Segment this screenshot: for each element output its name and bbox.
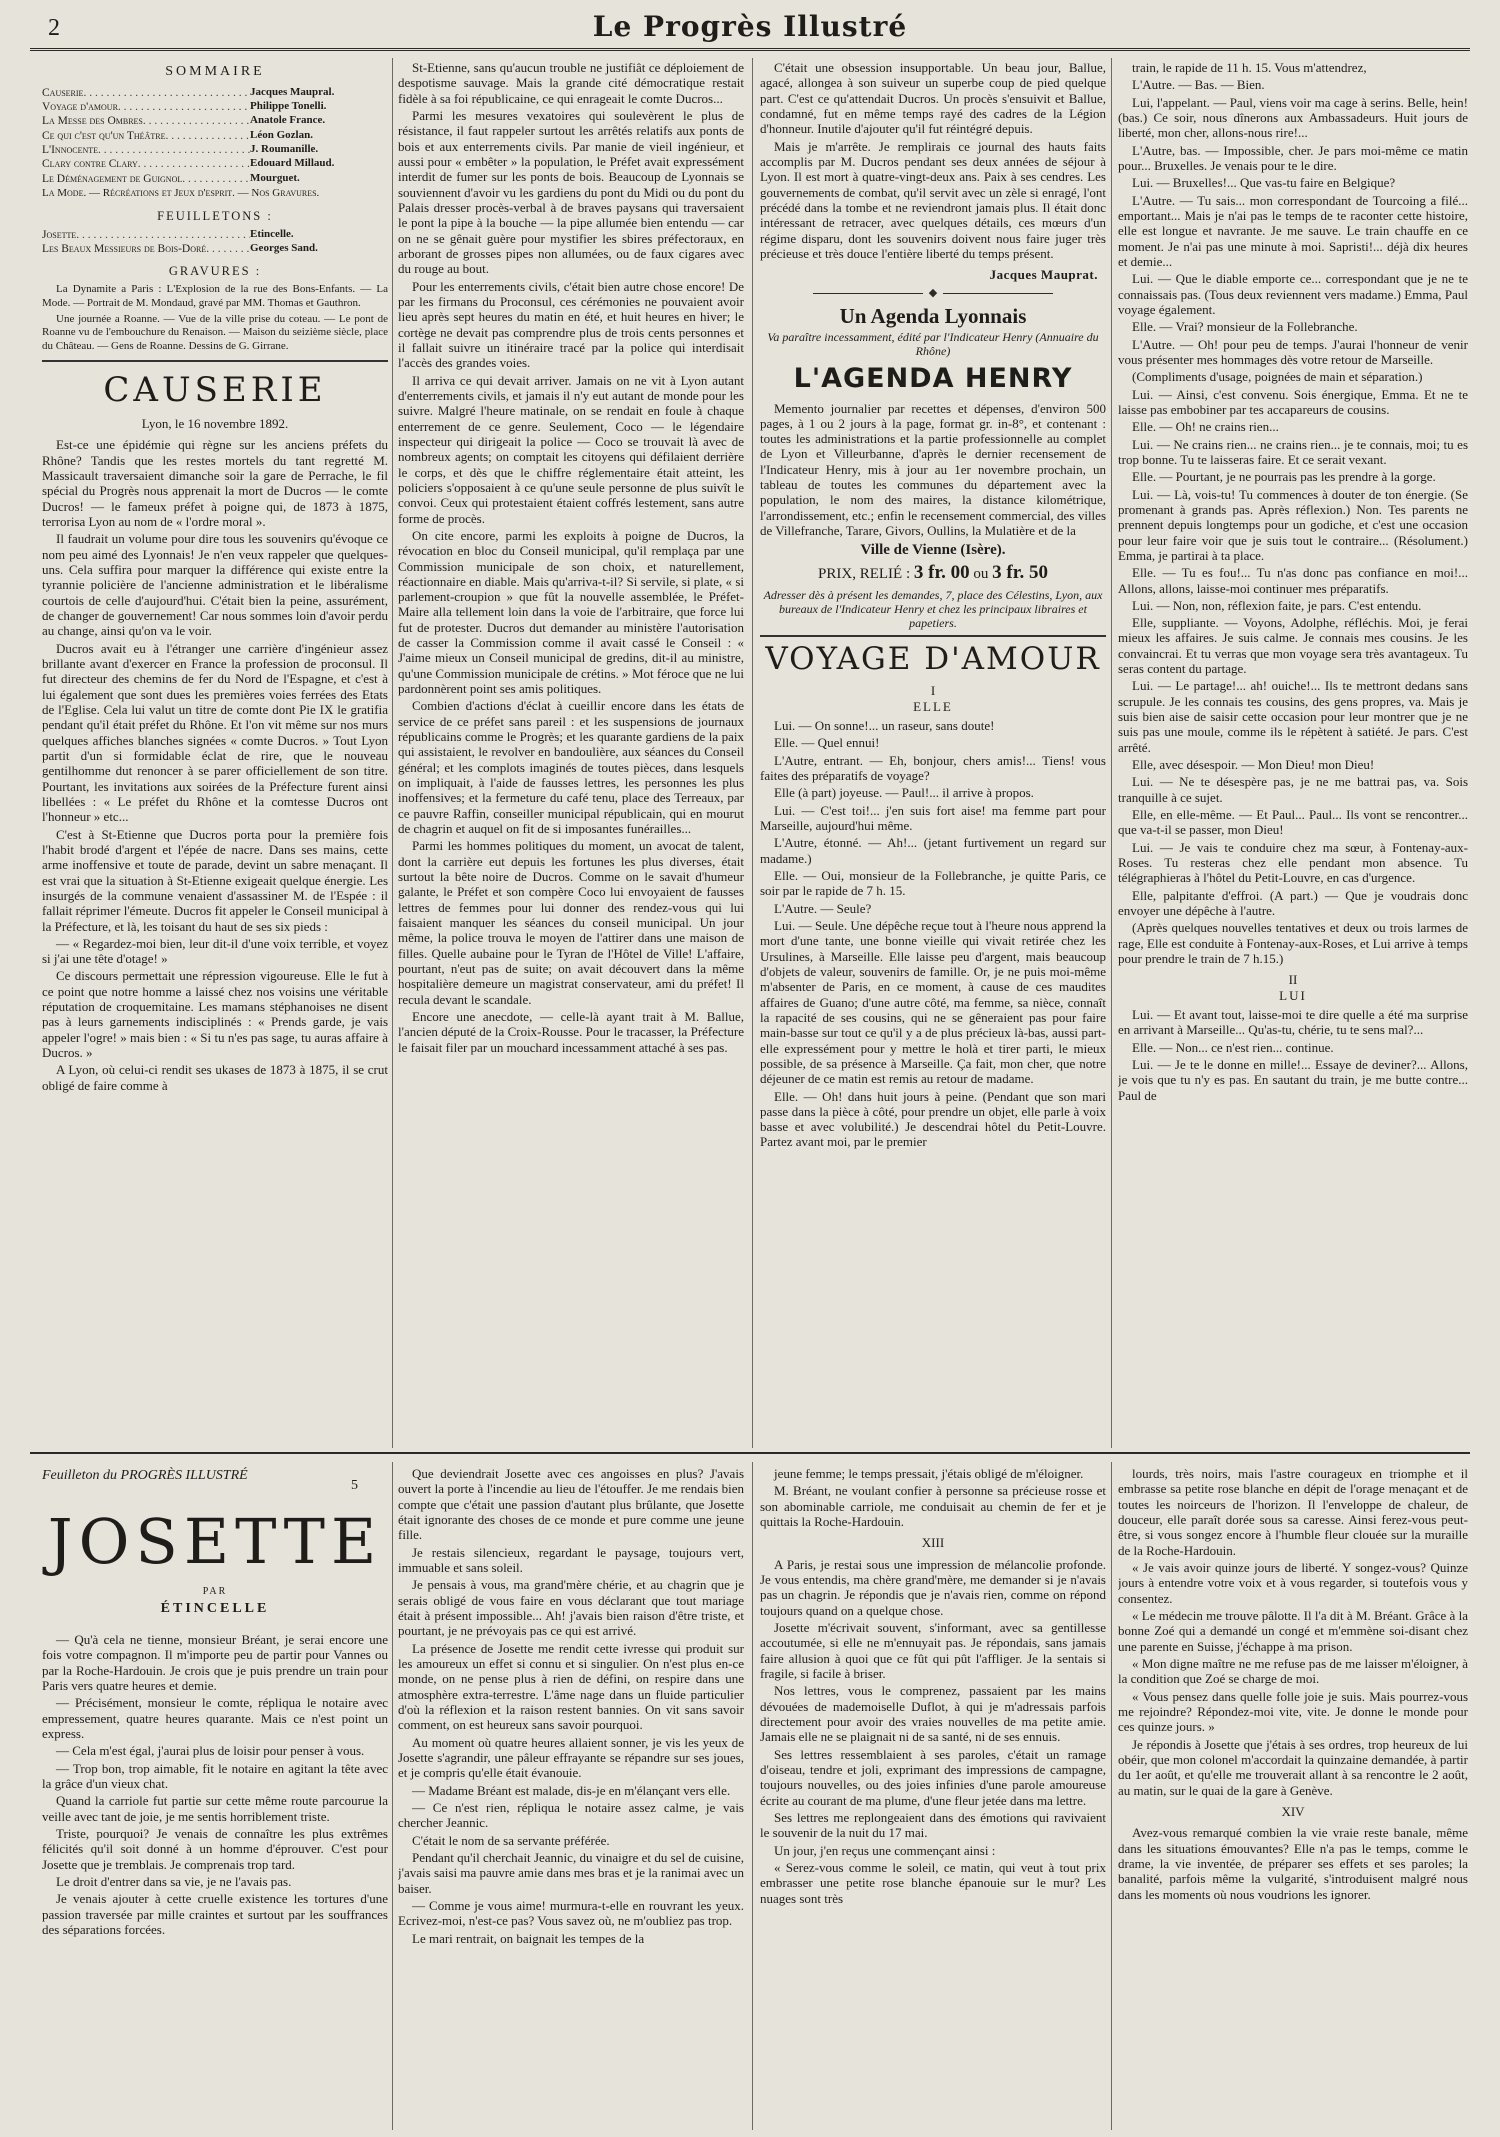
masthead — [30, 8, 1470, 48]
paragraph: Encore une anecdote, — celle-là ayant trait à M. Ballue, l'ancien député de la Croix-Rousse. Pour le tracasser, la Préfecture le faisait filer par un mouchard incessamment attaché à ses pas. — [398, 1009, 744, 1055]
toc-title: Voyage d'amour — [42, 100, 118, 113]
dialogue-line: Elle. — Quel ennui! — [774, 735, 880, 751]
paragraph: jeune femme; le temps pressait, j'étais obligé de m'éloigner. — [774, 1466, 1084, 1481]
voyage-part-number: I — [930, 683, 936, 699]
paragraph: — Madame Bréant est malade, dis-je en m'élançant vers elle. — [412, 1782, 731, 1798]
toc-leader — [138, 157, 250, 171]
chapter-number: XIV — [1281, 1803, 1305, 1819]
toc-title: Causerie — [42, 86, 84, 99]
paragraph: — Trop bon, trop aimable, fit le notaire en agitant la tête avec la grâce d'un vieux chat. — [42, 1760, 388, 1791]
gravures-list — [42, 283, 388, 354]
paragraph: « Le médecin me trouve pâlotte. Il l'a dit à M. Bréant. Grâce à la bonne Zoé qui a demandé un congé et m'emmène soi-disant chez une parente en Suisse, j'échappe à ma prison. — [1118, 1607, 1468, 1654]
paragraph: Parmi les hommes politiques du moment, un avocat de talent, dont la carrière eut depuis les fortunes les plus diverses, était surtout la bête noire de Ducros. Comme on le savait d'humeur galante, le Préfet et son compère Coco lui envoyaient de fausses lettres de femmes pour lui donner des rendez-vous qui lui faisaient manquer les séances du conseil municipal. Un jour même, la police trouva le moyen de l'attirer dans une maison de filles. Quelle aubaine pour le Tyran de l'Hôtel de Ville! L'affaire, pourtant, n'eut pas de suite; on avait découvert dans la même hospitalière demeure un magistrat conservateur, ami du préfet! Il recula devant le scandale. — [398, 838, 744, 1007]
causerie-title: CAUSERIE — [103, 369, 327, 410]
dialogue-line: L'Autre, étonné. — Ah!... (jetant furtivement un regard sur madame.) — [760, 835, 1106, 866]
agenda-price-1: 3 fr. 00 — [913, 562, 970, 584]
byline-author: ÉTINCELLE — [160, 1601, 270, 1617]
dialogue-line: Lui. — Ne crains rien... ne crains rien... je te connais, moi; tu es trop bonne. Tu te laisseras faire. Et ce serait vexant. — [1118, 436, 1468, 467]
dialogue-line: Elle. — Oh! ne crains rien... — [1132, 419, 1279, 435]
paragraph: Je pensais à vous, ma grand'mère chérie, et au chagrin que je serais obligé de vous faire en vous déclarant que tout mariage était à présent impossible... Ah! j'avais bien raison d'être triste, et pourtant, je ne prévoyais pas ce qui est arrivé. — [398, 1577, 744, 1639]
agenda-intro: Va paraître incessamment, édité par l'Indicateur Henry (Annuaire du Rhône) — [767, 330, 1099, 359]
toc-row — [42, 86, 388, 100]
paragraph: On cite encore, parmi les exploits à poigne de Ducros, la révocation en bloc du Conseil municipal, qu'il remplaça par une Commission municipale de son choix, et naturellement, réactionnaire en diable. Mais qu'arriva-t-il? Si servile, si plate, « si parlement-croupion » que fût la nouvelle assemblée, le Préfet-Maire alla tellement loin dans la voie de l'arbitraire, que force lui fut de protester. Ducros dut demander au ministère l'autorisation de casser la Commission comme il avait cassé le Conseil : « J'aime mieux un Conseil municipal de gredins, dit-il au ministre, qu'une Commission municipale de crétins. » Mot féroce que ne lui pardonnèrent point ses amis politiques. — [398, 527, 744, 697]
feuilleton-divider — [30, 1452, 1470, 1454]
paragraph: « Je vais avoir quinze jours de liberté. Y songez-vous? Quinze jours à entendre votre voix et à vous regarder, si toutefois vous y consentez. — [1118, 1559, 1468, 1606]
causerie-body-continued — [398, 60, 744, 1055]
column-rule — [752, 58, 753, 1448]
feuilleton-text — [1118, 1466, 1468, 1902]
feuilleton-column-3 — [760, 1466, 1106, 2131]
paragraph: Combien d'actions d'éclat à cueillir encore dans les états de service de ce préfet sans pareil : et les suspensions de journaux républicains comme le Progrès; et les quarante gardiens de la paix qui assistaient, le revolver en bandoulière, aux séances du Conseil général; et les complots imaginés de toutes pièces, dans lesquels on impliquait, à l'aide de fausses lettres, les personnes les plus inoffensives; et la fermeture du café tenu, place des Terreaux, par ce pauvre Raffin, conseiller municipal républicain, qui en mourut de chagrin et auquel on fit de si imposantes funérailles... — [398, 698, 744, 837]
dialogue-line: (Après quelques nouvelles tentatives et deux ou trois larmes de rage, Elle est conduite à Fontenay-aux-Roses, et Lui arrive à temps pour prendre le train de 7 h.15.) — [1118, 920, 1468, 967]
agenda-title: L'AGENDA HENRY — [793, 362, 1073, 394]
paragraph: Il arriva ce qui devait arriver. Jamais on ne vit à Lyon autant d'enterrements civils, et jamais il n'y eut autant de monde pour les suivre. Malgré l'heure matinale, on se rendait en foule à chaque enterrement de ce genre. Seulement, Coco — le légendaire inspecteur qui dirigeait la police — Coco se trouvait là avec de nombreux agents; on comptait les citoyens qui défilaient derrière le corps, et dès que le chiffre réglementaire était atteint, les policiers s'opposaient à ce qu'une seule personne de plus suivît le convoi. Ceux qui protestaient étaient coffrés lestement, sans autre forme de procès. — [398, 372, 744, 526]
dialogue-line: Lui. — On sonne!... un raseur, sans doute! — [774, 717, 995, 733]
agenda-address: Adresser dès à présent les demandes, 7, place des Célestins, Lyon, aux bureaux de l'Indicateur Henry et chez les principaux libraires et papetiers. — [763, 587, 1103, 631]
toc-title: Clary contre Clary — [42, 158, 138, 171]
dialogue-line: Lui. — Ainsi, c'est convenu. Sois énergique, Emma. Et ne te laisse pas embobiner par tes accapareurs de cousins. — [1118, 386, 1468, 417]
column-rule — [1111, 58, 1112, 1448]
paragraph: Avez-vous remarqué combien la vie vraie reste banale, même dans les situations émouvantes? Elle n'a pas le temps, comme le drame, la vie inventée, de préparer ses effets et ses paroles; la banalité, parfois même la vulgarité, s'introduisent malgré nous dans les moments où nous voudrions les ignorer. — [1118, 1825, 1468, 1902]
toc-row — [42, 129, 388, 143]
column-rule — [392, 1462, 393, 2130]
toc-row — [42, 100, 388, 114]
voyage-part-name: ELLE — [913, 698, 953, 714]
paragraph: Pendant qu'il cherchait Jeannic, du vinaigre et du sel de cuisine, j'avais saisi ma pauvre amie dans mes bras et je la ranimai avec un baiser. — [398, 1849, 744, 1896]
paragraph: « Vous pensez dans quelle folle joie je suis. Mais pourrez-vous me rejoindre? Répondez-moi vite, vite. Je donne le monde pour ces quinze jours. » — [1118, 1688, 1468, 1735]
toc-author: J. Roumanille. — [250, 143, 319, 156]
dialogue-line: (Compliments d'usage, poignées de main et séparation.) — [1132, 369, 1423, 385]
dialogue-line: L'Autre. — Tu sais... mon correspondant de Tourcoing a filé... emportant... Mais je n'ai pas le temps de te raconter cette histoire, elle est longue et navrante. Je me sauve. Le train chauffe en ce moment. Je n'ai pas une minute à moi. Sapristi!... déjà dix heures et demie... — [1118, 192, 1468, 269]
agenda-price-2: 3 fr. 50 — [992, 562, 1048, 584]
paragraph: Ses lettres me replongeaient dans des émotions qui ravivaient le souvenir de la nuit du 17 mai. — [760, 1809, 1106, 1841]
sommaire-title: SOMMAIRE — [165, 64, 265, 79]
toc-author: Anatole France. — [250, 114, 326, 127]
paragraph: C'était le nom de sa servante préférée. — [412, 1832, 610, 1848]
feuilleton-column-1 — [42, 1466, 388, 2131]
paragraph: Il faudrait un volume pour dire tous les souvenirs qu'évoque ce nom peu aimé des Lyonnais! Je n'en veux rappeler que quelques-uns. Cela suffira pour marquer la différence qui existe entre la tyrannie policière de l'ancienne administration et le libéralisme courtois de celle d'aujourd'hui. C'était bien la peine, assurément, de changer de gouvernement! Car nous sommes loin d'avoir perdu au change, ainsi qu'on va le voir. — [42, 531, 388, 639]
voyage-dialogue — [760, 718, 1106, 1150]
causerie-body — [42, 437, 388, 1093]
feuilleton-text — [398, 1466, 744, 1946]
paragraph: Josette m'écrivait souvent, s'informant, avec sa gentillesse accoutumée, si elle ne m'ennuyait pas. Je répondais, sans jamais faire allusion à quoi que ce fût qui pût l'affliger. Je la sentais si fragile, si facile à briser. — [760, 1619, 1106, 1681]
paragraph: Pour les enterrements civils, c'était bien autre chose encore! De par les firmans du Proconsul, ces cérémonies ne pouvaient avoir lieu après sept heures du matin en été, et huit heures en hiver; le cortège ne devait pas comprendre plus de trois cents personnes et il fallait suivre un itinéraire tracé par la police qui interdisait l'accès des grandes voies. — [398, 278, 744, 371]
voyage-dialogue-continued — [1118, 60, 1468, 966]
paragraph: St-Etienne, sans qu'aucun trouble ne justifiât ce déploiement de despotisme sauvage. Mais la grande cité démocratique restait fidèle à sa foi républicaine, ce qui enrageait le comte Ducros... — [398, 60, 744, 106]
dialogue-line: Elle. — Vrai? monsieur de la Follebranche. — [1132, 319, 1358, 335]
toc-author: Georges Sand. — [250, 242, 318, 255]
dialogue-line: Elle (à part) joyeuse. — Paul!... il arrive à propos. — [774, 785, 1034, 801]
voyage-title: VOYAGE D'AMOUR — [760, 635, 1106, 678]
dialogue-line: L'Autre, bas. — Impossible, cher. Je pars moi-même ce matin pour... Bruxelles. Je venais pour te le dire. — [1118, 142, 1468, 173]
paragraph: « Serez-vous comme le soleil, ce matin, qui veut à tout prix embrasser une petite rose blanche épanouie sur le mur? Les nuages sont très — [760, 1859, 1106, 1906]
dialogue-line: Lui, l'appelant. — Paul, viens voir ma cage à serins. Belle, hein! (bas.) Ce soir, nous dînerons aux Ambassadeurs. Huit jours de liberté, mon cher, allons-nous rire!... — [1118, 94, 1468, 141]
agenda-price — [760, 562, 1106, 584]
paragraph: C'était une obsession insupportable. Un beau jour, Ballue, agacé, allongea à son suiveur un superbe coup de pied quelque part. C'est ce qu'attendait Ducros. Un procès s'ensuivit et Ballue, condamné, fut en même temps rayé des cadres de la Légion d'honneur. Inutile d'ajouter qu'il fut réintégré depuis. — [760, 60, 1106, 137]
toc-leader — [118, 100, 250, 114]
toc-leader — [206, 242, 250, 256]
dialogue-line: Elle. — Oh! dans huit jours à peine. (Pendant que son mari passe dans la pièce à côté, pour prendre un objet, elle parle à voix basse et avec volubilité.) Je descendrai hôtel du Petit-Louvre. Partez avant moi, par le premier — [760, 1088, 1106, 1150]
feuilleton-text — [760, 1466, 1106, 1906]
toc-author: Jacques Maupral. — [250, 85, 335, 98]
paragraph: A Lyon, où celui-ci rendit ses ukases de 1873 à 1875, il se crut obligé de faire comme à — [42, 1062, 388, 1093]
column-4 — [1118, 60, 1468, 1450]
causerie-dateline: Lyon, le 16 novembre 1892. — [141, 416, 289, 431]
column-2 — [398, 60, 744, 1450]
toc-row — [42, 242, 388, 256]
toc-row — [42, 228, 388, 242]
toc-title: L'Innocente — [42, 144, 99, 157]
ornament-divider: ◆ — [760, 287, 1106, 300]
dialogue-line: L'Autre, entrant. — Eh, bonjour, chers amis!... Tiens! vous faites des préparatifs de voyage? — [760, 752, 1106, 783]
paragraph: Je restais silencieux, regardant le paysage, toujours vert, immuable et sans soleil. — [398, 1544, 744, 1575]
column-1 — [42, 60, 388, 1450]
dialogue-line: Lui. — Bruxelles!... Que vas-tu faire en Belgique? — [1132, 175, 1396, 191]
paragraph: Ducros avait eu à l'étranger une carrière d'ingénieur assez brillante avant d'exercer en France la profession de proconsul. Il fut directeur des chemins de fer du Nord de l'Espagne, et c'est à lui également que sont dues les premières voies ferrées des Etats de l'Eglise. Cela lui valut un titre de comte dont Pie IX le gratifia pendant qu'il était préfet du Rhône. Et l'on vit même sur nos murs quelques affiches blanches signées « comte Ducros. » Tout Lyon partit d'un si formidable éclat de rire, que le nouveau gentilhomme dut renoncer à se parer officiellement de son titre. Pourtant, les invitations aux soirées de la Préfecture furent ainsi libellées : « Le préfet du Rhône et la comtesse Ducros ont l'honneur » etc... — [42, 640, 388, 825]
dialogue-line: Lui. — Et avant tout, laisse-moi te dire quelle a été ma surprise en arrivant à Marseille... Qu'as-tu, chérie, tu te sens mal?... — [1118, 1007, 1468, 1038]
feuilleton-column-4 — [1118, 1466, 1468, 2131]
header-rule — [30, 48, 1470, 51]
toc-title: Ce qui c'est qu'un Théâtre — [42, 129, 166, 142]
causerie-body-end — [760, 60, 1106, 261]
toc-leader — [98, 143, 250, 157]
paragraph: Le droit d'entrer dans sa vie, je ne l'avais pas. — [56, 1873, 292, 1889]
dialogue-line: Lui. — Je vais te conduire chez ma sœur, à Fontenay-aux-Roses. Tu resteras chez elle pendant mon absence. Tu télégraphieras à l'hôtel du Petit-Louvre, en cas d'urgence. — [1118, 839, 1468, 886]
paragraph: La présence de Josette me rendit cette ivresse qui produit sur les amoureux un effet si connu et si singulier. On n'est plus en-ce monde, on ne pense plus à rien de défini, on respire dans une atmosphère extra-terrestre. L'âme nage dans un fluide particulier d'où la réflexion et la raison restent bannies. On vit sans savoir comment, on est heureux sans savoir pourquoi. — [398, 1640, 744, 1733]
feuilletons-list — [42, 228, 388, 257]
toc-title: La Messe des Ombres — [42, 115, 143, 128]
paragraph: Triste, pourquoi? Je venais de connaître les plus extrêmes félicités qu'il soit donné à un homme d'éprouver. C'est pour Josette que je tremblais. Je comprenais trop tard. — [42, 1825, 388, 1872]
paragraph: lourds, très noirs, mais l'astre courageux en triomphe et il embrasse sa petite rose blanche en dépit de l'orage menaçant et de toutes les noirceurs de l'horizon. Il l'enveloppe de chaleur, de douceur, elle paraît dorée sous sa caresse. Ainsi ferez-vous peut-être, si vous songez encore à l'humble fleur clouée sur la muraille de la Roche-Hardouin. — [1118, 1466, 1468, 1558]
journal-title: Le Progrès Illustré — [592, 10, 908, 43]
paragraph: Est-ce une épidémie qui règne sur les anciens préfets du Rhône? Tandis que les restes mortels du tant regretté M. Massicault traversaient dimanche soir la gare de Perrache, le fil spécial du Progrès nous apprenait la mort de Ducros — le comte Ducros! — le fameux préfet à poigne qui, de 1873 à 1875, terrorisa Lyon au nom de « l'ordre moral ». — [42, 437, 388, 529]
feuilleton-header — [42, 1468, 388, 1493]
column-rule — [752, 1462, 753, 2130]
dialogue-line: Elle. — Pourtant, je ne pourrais pas les prendre à la gorge. — [1132, 469, 1436, 485]
toc-title: Le Déménagement de Guignol — [42, 172, 183, 185]
agenda-ville: Ville de Vienne (Isère). — [860, 542, 1006, 559]
sommaire-mode-line: La Mode. — Récréations et Jeux d'esprit. — Nos Gravures. — [42, 187, 320, 200]
paragraph: Quand la carriole fut partie sur cette même route parcourue la veille avec tant de joie, je me sentis horriblement triste. — [42, 1793, 388, 1824]
voyage-part2-dialogue — [1118, 1007, 1468, 1103]
toc-author: Léon Gozlan. — [250, 128, 313, 141]
paragraph: M. Bréant, ne voulant confier à personne sa précieuse rosse et son abominable carriole, me conduisait au chemin de fer et je quittais la Roche-Hardouin. — [760, 1483, 1106, 1529]
toc-row — [42, 172, 388, 186]
dialogue-line: L'Autre. — Oh! pour peu de temps. J'aurai l'honneur de venir vous présenter mes hommages dès votre retour de Marseille. — [1118, 336, 1468, 367]
feuilletons-title: FEUILLETONS : — [157, 208, 273, 223]
agenda-heading: Un Agenda Lyonnais — [839, 303, 1027, 328]
paragraph: — Qu'à cela ne tienne, monsieur Bréant, je serai encore une fois votre compagnon. Il m'importe peu de partir pour Vannes ou par la Roche-Hardouin. Je crois que je puis prendre un train pour Paris vers quatre heures et demie. — [42, 1631, 388, 1693]
feuilleton-number: 5 — [351, 1478, 358, 1493]
paragraph: Je venais ajouter à cette cruelle existence les tortures d'une passion traversée par mille craintes et surtout par les souffrances des séparations forcées. — [42, 1891, 388, 1937]
dialogue-line: Lui. — Ne te désespère pas, je ne me battrai pas, va. Sois tranquille à ce sujet. — [1118, 774, 1468, 805]
dialogue-line: Lui. — C'est toi!... j'en suis fort aise! ma femme part pour Marseille, aujourd'hui même. — [760, 802, 1106, 833]
dialogue-line: Elle, en elle-même. — Et Paul... Paul... Ils vont se rencontrer... que va-t-il se passer, mon Dieu! — [1118, 807, 1468, 838]
paragraph: — Ce n'est rien, répliqua le notaire assez calme, je vais chercher Jeannic. — [398, 1799, 744, 1831]
agenda-body: Memento journalier par recettes et dépenses, d'environ 500 pages, à 1 ou 2 jours à la page, format gr. in-8°, et contenant : toutes les administrations et la partie professionnelle au complet de Lyon et Villeurbanne, d'après le dernier recensement de l'Indicateur Henry, mis à jour au 1er novembre prochain, un tableau de toutes les communes du département avec la population, le nom des maires, la distance kilométrique, l'arrondissement, etc.; enfin le recensement commercial, des villes de Villefranche, Tarare, Givors, Oullins, la Mulatière et de la — [760, 400, 1106, 539]
dialogue-line: Elle, palpitante d'effroi. (A part.) — Que je voudrais donc envoyer une dépêche à l'autre. — [1118, 887, 1468, 919]
toc-leader — [83, 86, 250, 100]
agenda-price-or: ou — [973, 566, 989, 583]
toc-row — [42, 114, 388, 128]
paragraph: « Mon digne maître ne me refuse pas de me laisser m'éloigner, à la condition que Zoé se charge de moi. — [1118, 1655, 1468, 1687]
feuilleton-column-2 — [398, 1466, 744, 2131]
agenda-price-label: PRIX, RELIÉ : — [818, 566, 911, 583]
gravure-entry: La Dynamite a Paris : L'Explosion de la rue des Bons-Enfants. — La Mode. — Portrait de M. Mondaud, gravé par MM. Thomas et Gauthron. — [42, 283, 388, 309]
paragraph: Parmi les mesures vexatoires qui soulevèrent le plus de résistance, il faut rappeler surtout les arrêtés relatifs aux ponts de bois et aux enterrements civils. Par manie de vieil ingénieur, et aussi pour « embêter » la population, le Préfet avait expressément interdit de fumer sur les ponts de bois. Beaucoup de Lyonnais se souviennent d'avoir vu les gardiens du pont du Midi ou du pont du Palais dresser procès-verbal à de braves paysans qui traversaient le pont la pipe à la bouche — la pipe allumée bien entendu — car on ne se gênait guère pour mystifier les sbires préfectoraux, en arborant de grosses pipes non allumées, ou de faux cigares avec du rouge au bout. — [398, 107, 744, 277]
dialogue-line: Lui. — Le partage!... ah! ouiche!... Ils te mettront dedans sans scrupule. Je les connais tes cousins, des gens propres, va. Mais je suis bien aise de saisir cette occasion pour leur montrer que je ne suis pas une moule, comme ils le répètent à satiété. Je pars. C'est arrêté. — [1118, 678, 1468, 755]
dialogue-line: Lui. — Que le diable emporte ce... correspondant que je ne te connaissais pas. (Tous deux reviennent vers madame.) Emma, Paul voyage également. — [1118, 271, 1468, 317]
toc-row — [42, 157, 388, 171]
feuilleton-header-text: Feuilleton du PROGRÈS ILLUSTRÉ — [42, 1468, 248, 1483]
dialogue-line: Lui. — Là, vois-tu! Tu commences à douter de ton énergie. (Se promenant à grands pas. Après réflexion.) Non. Tes parents ne prennent depuis longtemps pour un godiche, et c'est une occasion pour leur faire voir que je suis tout le contraire... (Résolument.) Emma, je partirai à ta place. — [1118, 486, 1468, 563]
paragraph: Ce discours permettait une répression vigoureuse. Elle le fut à ce point que notre homme a laissé chez nos voisins une véritable réputation de croquemitaine. Les mamans stéphanoises ne disent pas à leurs garnements indisciplinés : « Prends garde, je vais appeler l'ogre! » mais bien : « Si tu n'es pas sage, tu auras affaire à Ducros. » — [42, 968, 388, 1061]
dialogue-line: Lui. — Je te le donne en mille!... Essaye de deviner?... Allons, je vois que tu n'y es pas. En sautant du train, je me butte contre... Paul de — [1118, 1057, 1468, 1103]
paragraph: Ses lettres ressemblaient à ses paroles, c'était un ramage d'oiseau, tendre et joli, exprimant des impressions de campagne, toujours nouvelles, ou des joies infinies d'une parole amoureuse écrite au courant de ma plume, d'une fleur jetée dans ma lettre. — [760, 1746, 1106, 1808]
toc-row — [42, 143, 388, 157]
paragraph: Que deviendrait Josette avec ces angoisses en plus? J'avais ouvert la porte à l'incendie au lieu de l'étouffer. Je me rendais bien compte que c'était une passion d'autant plus brûlante, que Josette était ignorante des choses de ce monde et pure comme une jeune fille. — [398, 1466, 744, 1543]
column-rule — [392, 58, 393, 1448]
toc-author: Mourguet. — [250, 171, 300, 184]
dialogue-line: Elle. — Oui, monsieur de la Follebranche, je quitte Paris, ce soir par le rapide de 7 h. 15. — [760, 867, 1106, 899]
dialogue-line: Elle, suppliante. — Voyons, Adolphe, réfléchis. Moi, je ferai mieux les affaires. Je suis calme. Je connais mes cousins. Je les convaincrai. Et tu verras que mon voyage sera très avantageux. Tu seras content du partage. — [1118, 615, 1468, 677]
page-number: 2 — [48, 15, 60, 41]
toc-author: Edouard Millaud. — [250, 157, 335, 170]
dialogue-line: L'Autre. — Seule? — [774, 900, 872, 916]
gravure-entry: Une journée a Roanne. — Vue de la ville prise du coteau. — Le pont de Roanne vu de l'embouchure du Renaison. — Maison du seizième siècle, place du Château. — Gens de Roanne. Dessins de G. Girrane. — [42, 312, 388, 353]
paragraph: Nos lettres, vous le comprenez, passaient par les mains dévouées de mademoiselle Duflot, à qui je m'adressais parfois directement pour avoir des vraies nouvelles de ma petite amie. Jamais elle ne se plaignait ni de sa santé, ni de ses ennuis. — [760, 1683, 1106, 1745]
dialogue-line: Lui. — Seule. Une dépêche reçue tout à l'heure nous apprend la mort d'une tante, une bonne vieille qui vivait retirée chez les Ursulines, à Marseille. Elle laisse peu d'argent, mais beaucoup d'objets de valeur, souvenirs de famille. Or, je ne puis moi-même m'absenter de Paris, en ce moment, à cause de ces maudites affaires de Guano; d'une autre côté, ma femme, sa nièce, connaît la rapacité de ses cousins, qui ne se gêneraient pas pour faire main-basse sur tout ce qu'il y a de plus précieux là-bas, aussi part-elle expressément pour y mettre le holà et tirer parti, le mieux possible, de sa présence à Marseille. Ça fait, mon cher, que notre déjeuner de ce matin est remis au retour de madame. — [760, 917, 1106, 1087]
chapter-number: XIII — [921, 1535, 945, 1551]
dialogue-line: Lui. — Non, non, réflexion faite, je pars. C'est entendu. — [1132, 597, 1422, 613]
toc-title: Josette — [42, 228, 77, 241]
paragraph: — Comme je vous aime! murmura-t-elle en rouvrant les yeux. Ecrivez-moi, n'est-ce pas? Vous savez où, ne m'oubliez pas trop. — [398, 1897, 744, 1929]
voyage-part2-number: II — [1288, 972, 1298, 988]
toc-leader — [182, 172, 250, 186]
dialogue-line: L'Autre. — Bas. — Bien. — [1132, 77, 1265, 93]
paragraph: C'est à St-Etienne que Ducros porta pour la première fois l'habit brodé d'argent et l'épée de nacre. Dans ses mains, cette arme inoffensive et toute de parade, devint un sabre menaçant. Il est vrai que la situation à St-Etienne exigeait quelque énergie. Les insurgés de la commune venaient d'assassiner M. de l'Espée : il fallait réprimer l'émeute. Ducros fit appeler le Conseil municipal à la Préfecture, et là, les toisant du haut de ses six pieds : — [42, 826, 388, 934]
toc-leader — [143, 114, 250, 128]
gravures-title: GRAVURES : — [168, 264, 262, 279]
paragraph: — Cela m'est égal, j'aurai plus de loisir pour penser à vous. — [56, 1743, 365, 1759]
dialogue-line: Elle. — Non... ce n'est rien... continue. — [1132, 1039, 1334, 1055]
column-rule — [1111, 1462, 1112, 2130]
causerie-signature: Jacques Mauprat. — [989, 267, 1098, 283]
toc-leader — [165, 129, 250, 143]
column-3 — [760, 60, 1106, 1450]
paragraph: — Précisément, monsieur le comte, répliqua le notaire avec empressement, quatre heures quarante. Mais ce n'est point un express. — [42, 1695, 388, 1741]
paragraph: Je répondis à Josette que j'étais à ses ordres, trop heureux de lui obéir, que mon colonel m'accordait la quinzaine demandée, à partir du 1er août, et qu'elle me trouverait allant à sa rencontre le 2 août, au matin, sur le quai de la gare à Genève. — [1118, 1736, 1468, 1798]
dialogue-line: train, le rapide de 11 h. 15. Vous m'attendrez, — [1132, 60, 1367, 75]
paragraph: Mais je m'arrête. Je remplirais ce journal des hauts faits accomplis par M. Ducros pendant ses deux années de séjour à Lyon. Il est mort à quatre-vingt-deux ans. Paix à ses cendres. Les gouvernements de combat, qu'il servit avec un zèle si enragé, l'ont précédé dans la tombe et ne reviendront jamais plus. Il était donc intéressant de retracer, avec quelques détails, ces mœurs d'un régime disparu, dont les souvenirs doivent nous faire juger très précieuse et très douce l'entière liberté du temps présent. — [760, 138, 1106, 261]
paragraph: Le mari rentrait, on baignait les tempes de la — [412, 1930, 645, 1946]
paragraph: Un jour, j'en reçus une commençant ainsi : — [774, 1842, 996, 1858]
byline-par: PAR — [202, 1585, 228, 1597]
toc-author: Etincelle. — [250, 227, 294, 240]
dialogue-line: Elle. — Tu es fou!... Tu n'as donc pas confiance en moi!... Allons, allons, laisse-moi continuer mes préparatifs. — [1118, 565, 1468, 596]
paragraph: Au moment où quatre heures allaient sonner, je vis les yeux de Josette s'agrandir, une pâleur effrayante se répandre sur ses joues, et je compris qu'elle était évanouie. — [398, 1734, 744, 1781]
section-divider — [42, 360, 388, 362]
toc-title: Les Beaux Messieurs de Bois-Doré — [42, 243, 207, 256]
sommaire-list — [42, 86, 388, 187]
voyage-part2-name: LUI — [1279, 987, 1307, 1003]
feuilleton-text — [42, 1632, 388, 1937]
dialogue-line: Elle, avec désespoir. — Mon Dieu! mon Dieu! — [1132, 757, 1375, 773]
toc-leader — [76, 228, 250, 242]
josette-title: JOSETTE — [47, 1504, 383, 1578]
paragraph: A Paris, je restai sous une impression de mélancolie profonde. Je vous entendis, ma chère grand'mère, me demander si je n'avais pas un chagrin. Je répondis que je n'avais rien, comme on répond toujours quand on a quelque chose. — [760, 1556, 1106, 1618]
paragraph: — « Regardez-moi bien, leur dit-il d'une voix terrible, et voyez si j'ai une tête d'otage! » — [42, 935, 388, 967]
toc-author: Philippe Tonelli. — [250, 99, 327, 112]
